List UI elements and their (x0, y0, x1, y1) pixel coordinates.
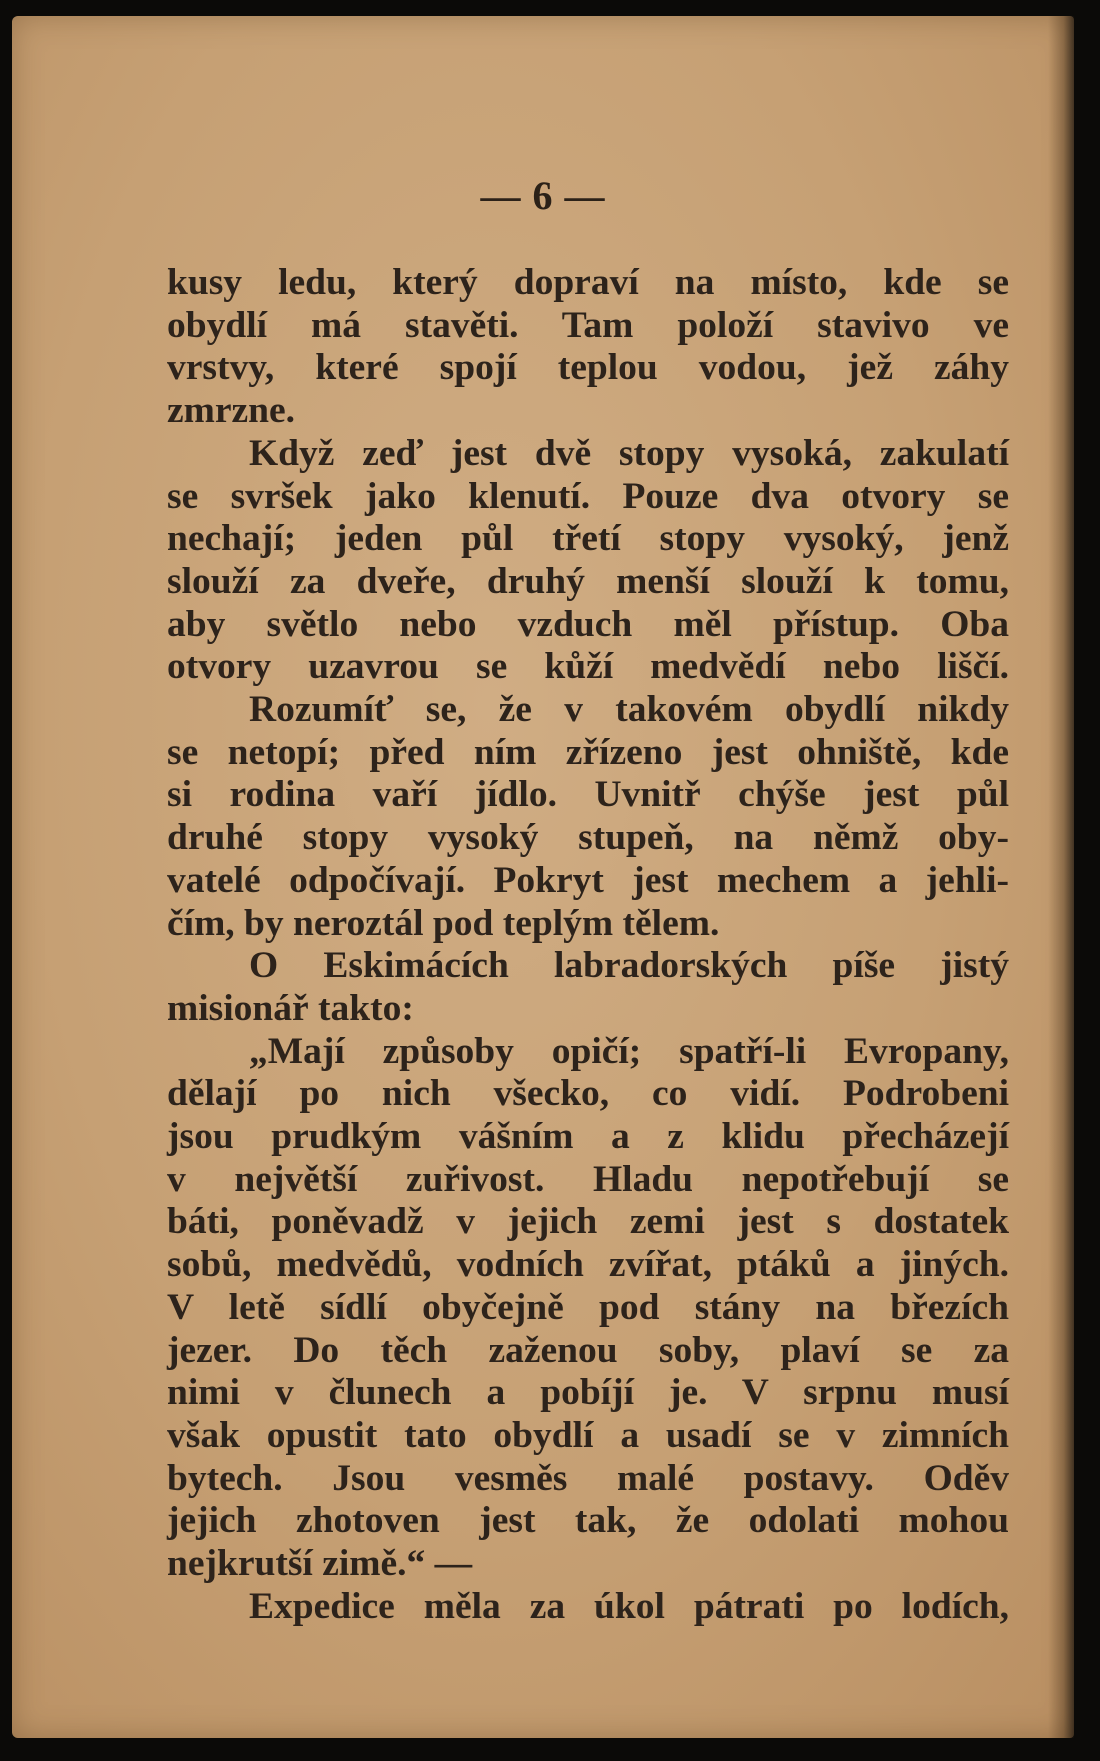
text-line: vrstvy, které spojí teplou vodou, jež záhy (167, 347, 1009, 389)
text-line: dělají po nich všecko, co vidí. Podrobeni (167, 1073, 1009, 1115)
text-line: si rodina vaří jídlo. Uvnitř chýše jest půl (167, 774, 1009, 816)
text-line: Rozumíť se, že v takovém obydlí nikdy (249, 689, 1009, 731)
text-line: báti, poněvadž v jejich zemi jest s dostatek (167, 1201, 1009, 1243)
text-line: misionář takto: (167, 987, 414, 1029)
text-line: V letě sídlí obyčejně pod stány na březích (167, 1286, 1009, 1328)
text-line: sobů, medvědů, vodních zvířat, ptáků a jiných. (167, 1244, 1009, 1286)
text-line: jezer. Do těch zaženou soby, plaví se za (167, 1329, 1009, 1371)
text-line: Expedice měla za úkol pátrati po lodích, (249, 1585, 1009, 1627)
text-line: slouží za dveře, druhý menší slouží k tomu, (167, 560, 1009, 602)
text-line: nimi v člunech a pobíjí je. V srpnu musí (167, 1372, 1009, 1414)
text-line: aby světlo nebo vzduch měl přístup. Oba (167, 603, 1009, 645)
text-line: Když zeď jest dvě stopy vysoká, zakulatí (249, 432, 1009, 474)
text-line: nejkrutší zimě.“ — (167, 1543, 473, 1585)
text-line: bytech. Jsou vesměs malé postavy. Oděv (167, 1457, 1009, 1499)
text-line: nechají; jeden půl třetí stopy vysoký, jenž (167, 518, 1009, 560)
text-line: „Mají způsoby opičí; spatří-li Evropany, (249, 1030, 1009, 1072)
text-line: vatelé odpočívají. Pokryt jest mechem a jehli- (167, 859, 1009, 901)
page-spine-shadow (1048, 16, 1074, 1738)
text-line: jsou prudkým vášním a z klidu přecházejí (167, 1116, 1009, 1158)
text-line: O Eskimácích labradorských píše jistý (249, 945, 1009, 987)
text-line: druhé stopy vysoký stupeň, na němž oby- (167, 817, 1009, 859)
text-line: v největší zuřivost. Hladu nepotřebují se (167, 1158, 1009, 1200)
page-number: — 6 — (480, 173, 606, 218)
text-line: jejich zhotoven jest tak, že odolati mohou (167, 1500, 1009, 1542)
text-line: se netopí; před ním zřízeno jest ohniště, kde (167, 731, 1009, 773)
text-line: obydlí má stavěti. Tam položí stavivo ve (167, 304, 1009, 346)
text-line: otvory uzavrou se kůží medvědí nebo liščí. (167, 646, 1009, 688)
text-line: však opustit tato obydlí a usadí se v zimních (167, 1414, 1009, 1456)
text-line: kusy ledu, který dopraví na místo, kde se (167, 262, 1009, 303)
text-line: se svršek jako klenutí. Pouze dva otvory se (167, 475, 1009, 517)
book-page (12, 16, 1074, 1738)
text-line: čím, by neroztál pod teplým tělem. (167, 902, 720, 944)
text-line: zmrzne. (167, 390, 296, 432)
body-text (167, 262, 1009, 1629)
